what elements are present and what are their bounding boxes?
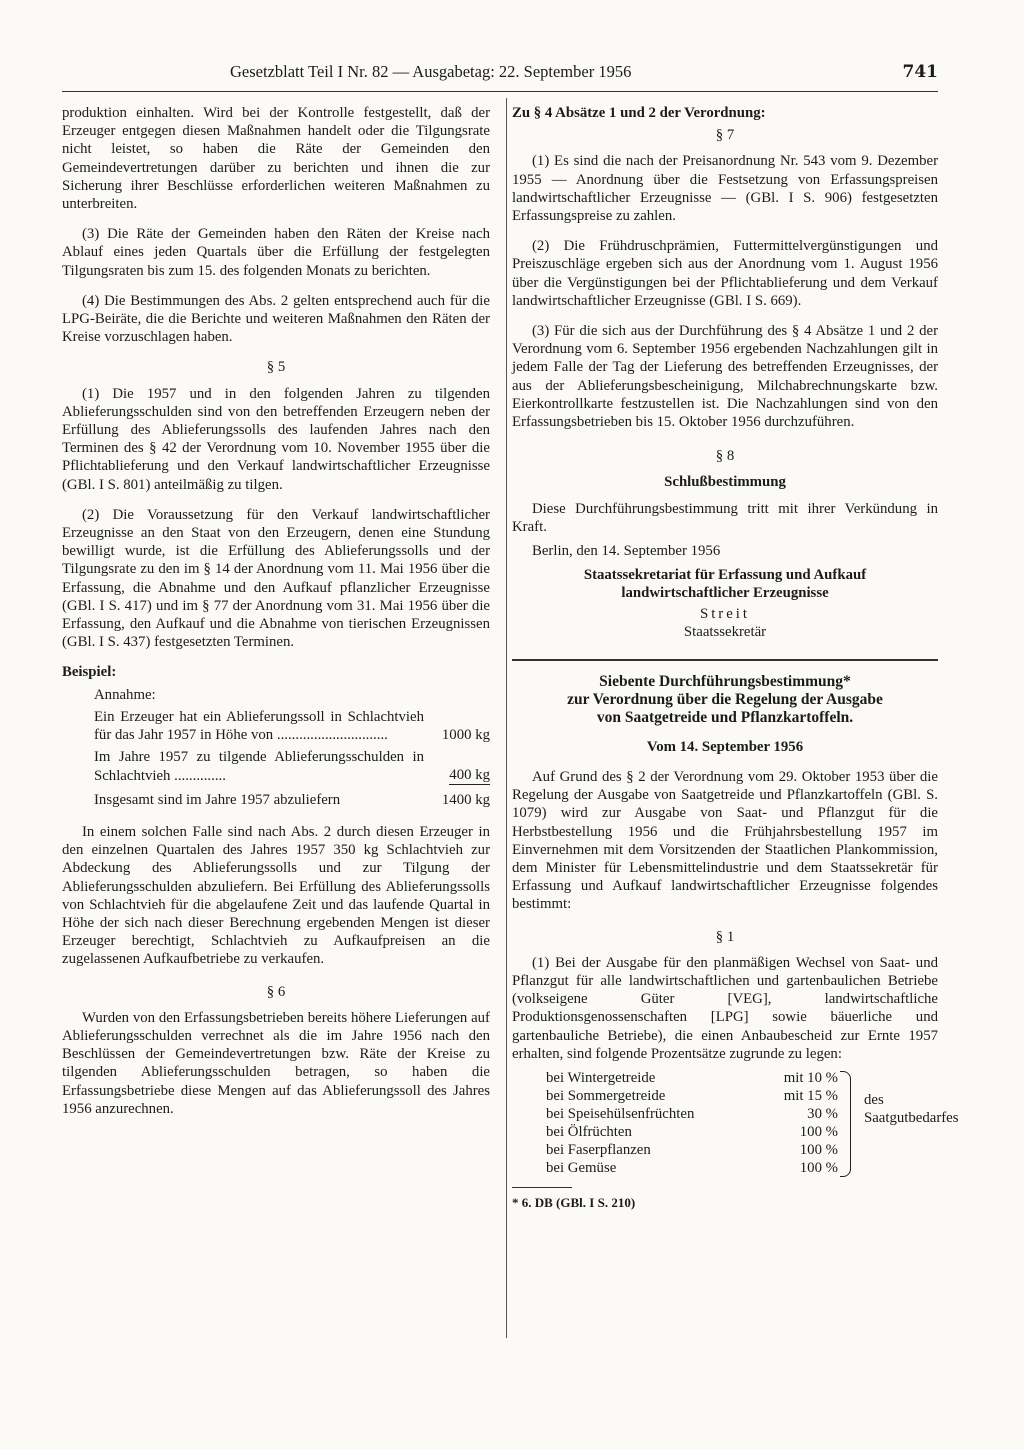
example-row-value: 400 kg — [449, 766, 490, 785]
example-assumption: Annahme: — [94, 686, 156, 703]
paragraph: (1) Bei der Ausgabe für den planmäßigen Wechsel von Saat- und Pflanzgut für alle landwirtschaftlichen und gartenbaulichen Betriebe (volkseigene Güter [VEG], landwirtschaftliche Produktionsgenossenschaften [LPG] sowie bäuerliche und gartenbauliche Betriebe), die einen Anbaubescheid zur Ernte 1957 erhalten, sind folgende Prozentsätze zugrunde zu legen: — [512, 954, 938, 1062]
percentage-row — [546, 1159, 938, 1177]
example-row-text: Ein Erzeuger hat ein Ablieferungssoll in Schlachtvieh für das Jahr 1957 in Höhe von .............................. — [94, 708, 424, 744]
paragraph: produktion einhalten. Wird bei der Kontrolle festgestellt, daß der Erzeuger entgegen diesen Maßnahmen handelt oder die Tilgungsrate nicht leistet, so haben die Räte der Gemeinden den Gemeindevertretungen darüber zu berichten und ihnen die zur Sicherung ihrer Beschlüsse erforderlichen weiteren Maßnahmen zu unterbreiten. — [62, 105, 490, 213]
crop-label: bei Sommergetreide — [546, 1087, 666, 1104]
example-total-text: Insgesamt sind im Jahre 1957 abzuliefern — [94, 791, 341, 808]
paragraph: Wurden von den Erfassungsbetrieben bereits höhere Lieferungen auf Ablieferungsschulden verrechnet als die im Jahre 1956 nach den Beschlüssen der Gemeindevertretungen bzw. Räte der Kreise zu tilgenden Ablieferungsschulden betragen, so haben die Erfassungsbetriebe diese Mengen auf das Ablieferungssoll des Jahres 1956 anzurechnen. — [62, 1009, 490, 1117]
crop-label: bei Gemüse — [546, 1159, 617, 1176]
column-divider — [506, 98, 507, 1338]
page-header — [62, 62, 938, 86]
document-date: Vom 14. September 1956 — [646, 738, 804, 755]
date-line: Berlin, den 14. September 1956 — [532, 543, 721, 560]
paragraph: (4) Die Bestimmungen des Abs. 2 gelten entsprechend auch für die LPG-Beiräte, die die Berichte und weiteren Maßnahmen den Räten der Kreise vorzuschlagen haben. — [62, 292, 490, 346]
example-row-value: 1000 kg — [441, 727, 490, 744]
document-title: zur Verordnung über die Regelung der Ausgabe — [567, 691, 883, 709]
section-heading: § 7 — [715, 127, 735, 144]
section-heading: § 6 — [266, 983, 286, 1000]
paragraph: (2) Die Voraussetzung für den Verkauf landwirtschaftlicher Erzeugnisse an den Staat von den Erzeugern, denen eine Stundung bewilligt wurde, ist die Erfüllung des Ablieferungssolls und der Tilgungsrate zu den im § 14 der Anordnung vom 11. Mai 1956 über die Erfassung, die Abnahme und den Aufkauf pflanzlicher Erzeugnisse (GBl. I S. 417) und im § 77 der Anordnung vom 31. Mai 1956 über die Erfassung, den Aufkauf und die Abnahme von tierischen Erzeugnissen (GBl. I S. 437) festgesetzten Terminen. — [62, 506, 490, 651]
footnote-rule — [512, 1187, 572, 1188]
crop-percentage: 100 % — [799, 1141, 838, 1158]
page-number: 741 — [902, 62, 938, 82]
issuing-authority: Staatssekretariat für Erfassung und Aufkauf — [583, 567, 867, 584]
crop-label: bei Ölfrüchten — [546, 1123, 632, 1140]
paragraph: (1) Es sind die nach der Preisanordnung Nr. 543 vom 9. Dezember 1955 — Anordnung über die Festsetzung von Erfassungspreisen landwirtschaftlicher Erzeugnisse — (GBl. I S. 906) festgesetzten Erfassungspreise zu zahlen. — [512, 153, 938, 225]
percentage-row — [546, 1069, 938, 1087]
document-title: von Saatgetreide und Pflanzkartoffeln. — [596, 709, 854, 727]
section-heading: § 8 — [715, 448, 735, 465]
section-title: Schlußbestimmung — [664, 474, 786, 491]
document-title: Siebente Durchführungsbestimmung* — [599, 673, 851, 691]
subheading: Zu § 4 Absätze 1 und 2 der Verordnung: — [512, 105, 766, 121]
left-column — [62, 104, 490, 1130]
right-column — [512, 104, 959, 1224]
crop-percentage: 30 % — [807, 1105, 838, 1122]
example-total-value: 1400 kg — [441, 791, 490, 808]
paragraph: Diese Durchführungsbestimmung tritt mit ihrer Verkündung in Kraft. — [512, 500, 938, 535]
paragraph: In einem solchen Falle sind nach Abs. 2 durch diesen Erzeuger in den einzelnen Quartalen des Jahres 1957 350 kg Schlachtvieh zur Abdeckung des Ablieferungssolls und zur Tilgung der Ablieferungsschulden abzuliefern. Bei Erfüllung des Ablieferungssolls von Schlachtvieh für die abgelaufene Zeit und das laufende Quartal in Höhe der sich nach dieser Berechnung ergebenden Mengen ist dieser Erzeuger berechtigt, Schlachtvieh zu Aufkaufpreisen an die zugelassenen Aufkaufbetriebe zu verkaufen. — [62, 823, 490, 968]
signer-title: Staatssekretär — [683, 623, 767, 640]
section-separator — [512, 659, 938, 661]
paragraph: (1) Die 1957 und in den folgenden Jahren zu tilgenden Ablieferungsschulden sind von den betreffenden Erzeugern neben der Erfüllung des Ablieferungssolls des laufenden Jahres nach den Terminen des § 42 der Verordnung vom 10. November 1955 über die Pflichtablieferung und den Verkauf landwirtschaftlicher Erzeugnisse (GBl. I S. 801) anteilmäßig zu tilgen. — [62, 385, 490, 493]
example-row — [94, 748, 490, 784]
paragraph: (3) Die Räte der Gemeinden haben den Räten der Kreise nach Ablauf eines jeden Quartals über die Erfüllung der festgelegten Tilgungsraten bis zum 15. des folgenden Monats zu berichten. — [62, 226, 490, 279]
signer-name: Streit — [699, 605, 751, 622]
brace-note: des Saatgutbedarfes — [864, 1091, 959, 1127]
example-heading: Beispiel: — [62, 664, 117, 681]
paragraph: (2) Die Frühdruschprämien, Futtermittelvergünstigungen und Preiszuschläge ergeben sich aus der Anordnung vom 1. August 1956 über die Vergünstigungen bei der Pflichtablieferung und dem Verkauf landwirtschaftlicher Erzeugnisse (GBl. I S. 669). — [512, 238, 938, 309]
percentage-list — [546, 1069, 959, 1177]
issuing-authority: landwirtschaftlicher Erzeugnisse — [621, 585, 829, 602]
section-heading: § 1 — [715, 928, 735, 945]
crop-percentage: 100 % — [799, 1159, 838, 1176]
example-row — [94, 708, 490, 744]
percentage-row — [546, 1141, 938, 1159]
footnote: * 6. DB (GBl. I S. 210) — [512, 1194, 636, 1210]
header-title: Gesetzblatt Teil I Nr. 82 — Ausgabetag: 22. September 1956 — [230, 62, 632, 81]
example-total-row — [94, 791, 490, 809]
crop-label: bei Speisehülsenfrüchten — [546, 1105, 695, 1122]
crop-percentage: mit 10 % — [783, 1069, 838, 1086]
crop-percentage: mit 15 % — [783, 1087, 838, 1104]
example-row-text: Im Jahre 1957 zu tilgende Ablieferungsschulden in Schlachtvieh .............. — [94, 749, 424, 784]
example-block — [94, 686, 490, 809]
section-heading: § 5 — [266, 359, 286, 376]
header-rule — [62, 91, 938, 92]
paragraph: (3) Für die sich aus der Durchführung des § 4 Absätze 1 und 2 der Verordnung vom 6. September 1956 ergebenden Nachzahlungen gilt in jedem Falle der Tag der Lieferung des betreffenden Erzeugnisses, der aus der Ablieferungsbescheinigung, Milchabrechnungskarte bzw. Eierkontrollkarte festzustellen ist. Die Nachzahlungen sind von den Erfassungsbetrieben bis 15. Oktober 1956 durchzuführen. — [512, 323, 938, 431]
crop-label: bei Wintergetreide — [546, 1069, 656, 1086]
crop-percentage: 100 % — [799, 1123, 838, 1140]
paragraph: Auf Grund des § 2 der Verordnung vom 29. Oktober 1953 über die Regelung der Ausgabe von Saatgetreide und Pflanzkartoffeln (GBl. S. 1079) wird zur Ausgabe von Saat- und Pflanzgut für die Herbstbestellung 1956 und die Frühjahrsbestellung 1957 im Einvernehmen mit dem Vorsitzenden der Staatlichen Plankommission, dem Minister für Lebensmittelindustrie und dem Staatssekretär für Erfassung und Aufkauf landwirtschaftlicher Erzeugnisse folgendes bestimmt: — [512, 768, 938, 913]
crop-label: bei Faserpflanzen — [546, 1141, 651, 1158]
right-brace — [840, 1071, 851, 1177]
